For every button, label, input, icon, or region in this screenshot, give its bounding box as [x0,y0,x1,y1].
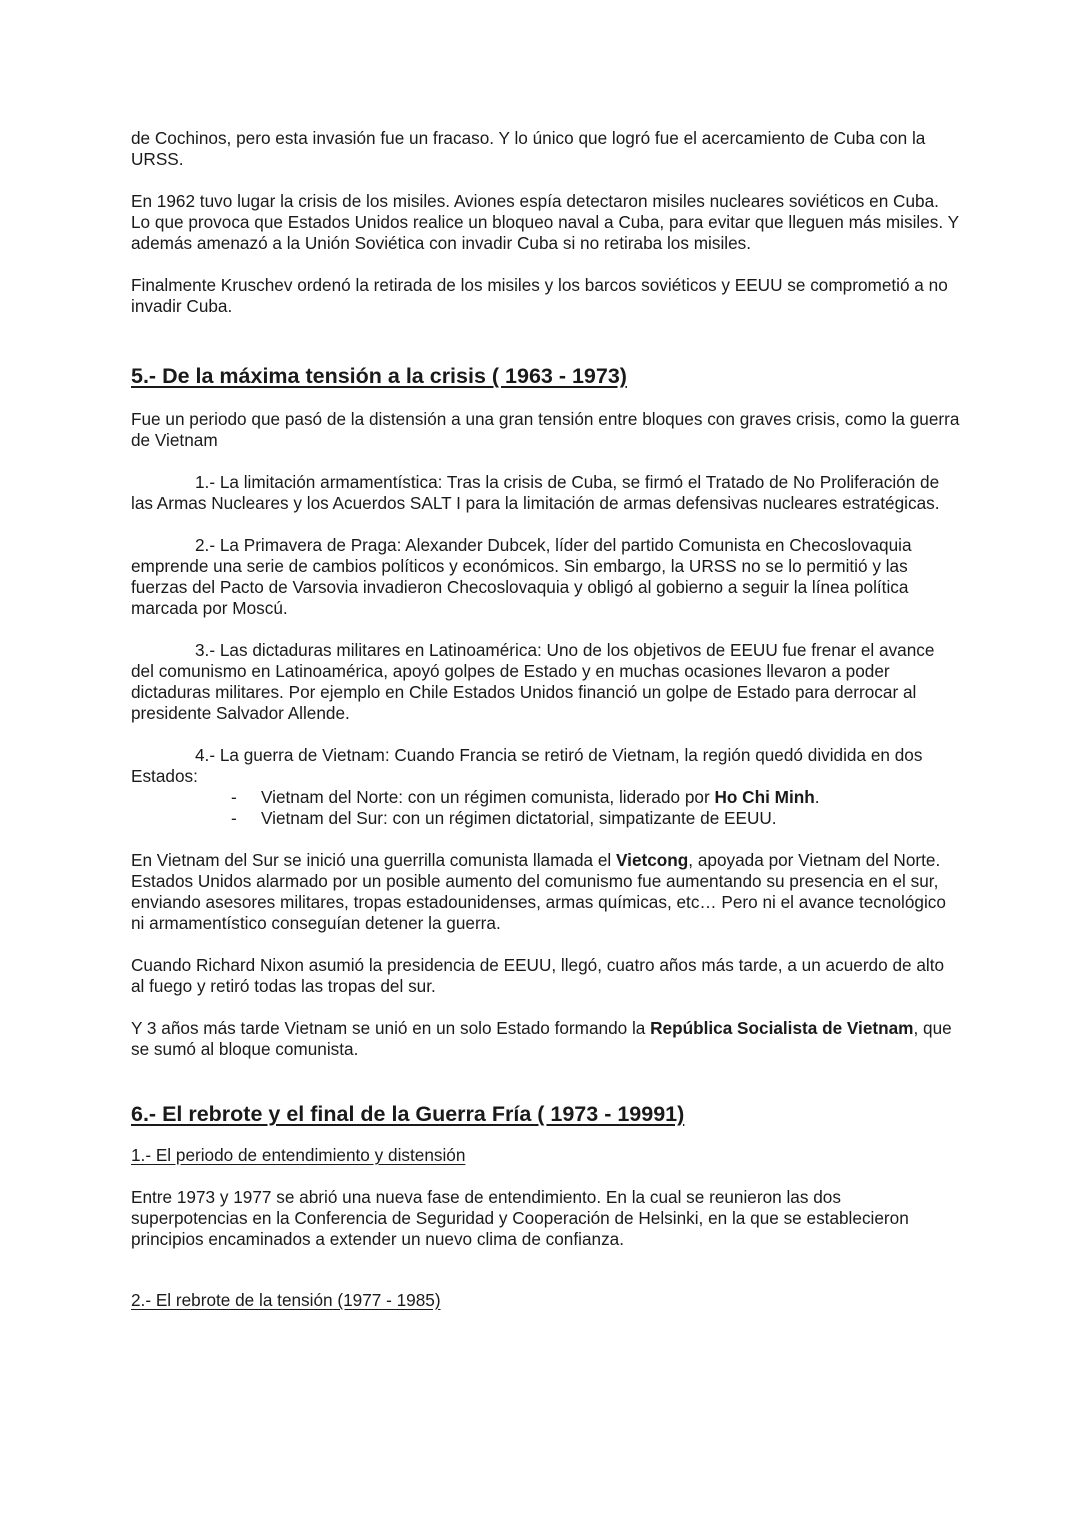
section-5-heading: 5.- De la máxima tensión a la crisis ( 1963 - 1973) [131,364,627,388]
vietcong-name: Vietcong [616,850,689,870]
union-text-a: Y 3 años más tarde Vietnam se unió en un solo Estado formando la [131,1018,651,1038]
item-limitacion-armamentistica: 1.- La limitación armamentística: Tras la crisis de Cuba, se firmó el Tratado de No Proliferación de las Armas Nucleares y los Acuerdos SALT I para la limitación de armas defensivas nucleares estratégicas. [131,472,940,513]
subsection-entendimiento-heading: 1.- El periodo de entendimiento y distensión [131,1145,466,1165]
union-text-b: , que se sumó al bloque comunista. [131,1018,952,1059]
subsection-rebrote-heading: 2.- El rebrote de la tensión (1977 - 1985) [131,1290,441,1310]
list-item-vietnam-norte [231,787,961,808]
item-primavera-praga: 2.- La Primavera de Praga: Alexander Dubcek, líder del partido Comunista en Checoslovaquia emprende una serie de cambios políticos y económicos. Sin embargo, la URSS no se lo permitió y las fuerzas del Pacto de Varsovia invadieron Checoslovaquia y obligó al gobierno a seguir la línea política marcada por Moscú. [131,535,912,618]
vietcong-text-b: , apoyada por Vietnam del Norte. Estados Unidos alarmado por un posible aumento del comunismo fue aumentando su presencia en el sur, enviando asesores militares, tropas estadounidenses, armas químicas, etc… Pero ni el avance tecnológico ni armamentístico conseguían detener la guerra. [131,850,946,933]
vietnam-norte-text: Vietnam del Norte: con un régimen comunista, liderado por [261,787,715,807]
paragraph-union-vietnam [131,1018,961,1060]
vietcong-text-a: En Vietnam del Sur se inició una guerrilla comunista llamada el [131,850,617,870]
vietnam-norte-period: . [814,787,820,807]
section-6-heading: 6.- El rebrote y el final de la Guerra Fría ( 1973 - 19991) [131,1102,685,1126]
paragraph-vietcong [131,850,961,934]
republica-socialista-name: República Socialista de Vietnam [650,1018,914,1038]
document-page [131,128,961,1311]
item-guerra-vietnam: 4.- La guerra de Vietnam: Cuando Francia se retiró de Vietnam, la región quedó dividida en dos Estados: [131,745,923,786]
list-item-vietnam-sur: - Vietnam del Sur: con un régimen dictatorial, simpatizante de EEUU. [231,808,961,829]
section-5-intro: Fue un periodo que pasó de la distensión a una gran tensión entre bloques con graves crisis, como la guerra de Vietnam [131,409,960,450]
paragraph-crisis-misiles: En 1962 tuvo lugar la crisis de los misiles. Aviones espía detectaron misiles nucleares soviéticos en Cuba. Lo que provoca que Estados Unidos realice un bloqueo naval a Cuba, para evitar que lleguen más misiles. Y además amenazó a la Unión Soviética con invadir Cuba si no retiraba los misiles. [131,191,959,253]
paragraph-retirada-misiles: Finalmente Kruschev ordenó la retirada de los misiles y los barcos soviéticos y EEUU se comprometió a no invadir Cuba. [131,275,948,316]
item-dictaduras-latinoamerica: 3.- Las dictaduras militares en Latinoamérica: Uno de los objetivos de EEUU fue frenar el avance del comunismo en Latinoamérica, apoyó golpes de Estado y en muchas ocasiones llevaron a poder dictaduras militares. Por ejemplo en Chile Estados Unidos financió un golpe de Estado para derrocar al presidente Salvador Allende. [131,640,935,723]
paragraph-helsinki: Entre 1973 y 1977 se abrió una nueva fase de entendimiento. En la cual se reunieron las dos superpotencias en la Conferencia de Seguridad y Cooperación de Helsinki, en la que se establecieron principios encaminados a extender un nuevo clima de confianza. [131,1187,909,1249]
ho-chi-minh-name: Ho Chi Minh [714,787,815,807]
paragraph-bahia-cochinos: de Cochinos, pero esta invasión fue un fracaso. Y lo único que logró fue el acercamiento de Cuba con la URSS. [131,128,926,169]
paragraph-nixon: Cuando Richard Nixon asumió la presidencia de EEUU, llegó, cuatro años más tarde, a un acuerdo de alto al fuego y retiró todas las tropas del sur. [131,955,945,996]
vietnam-states-list [131,787,961,829]
